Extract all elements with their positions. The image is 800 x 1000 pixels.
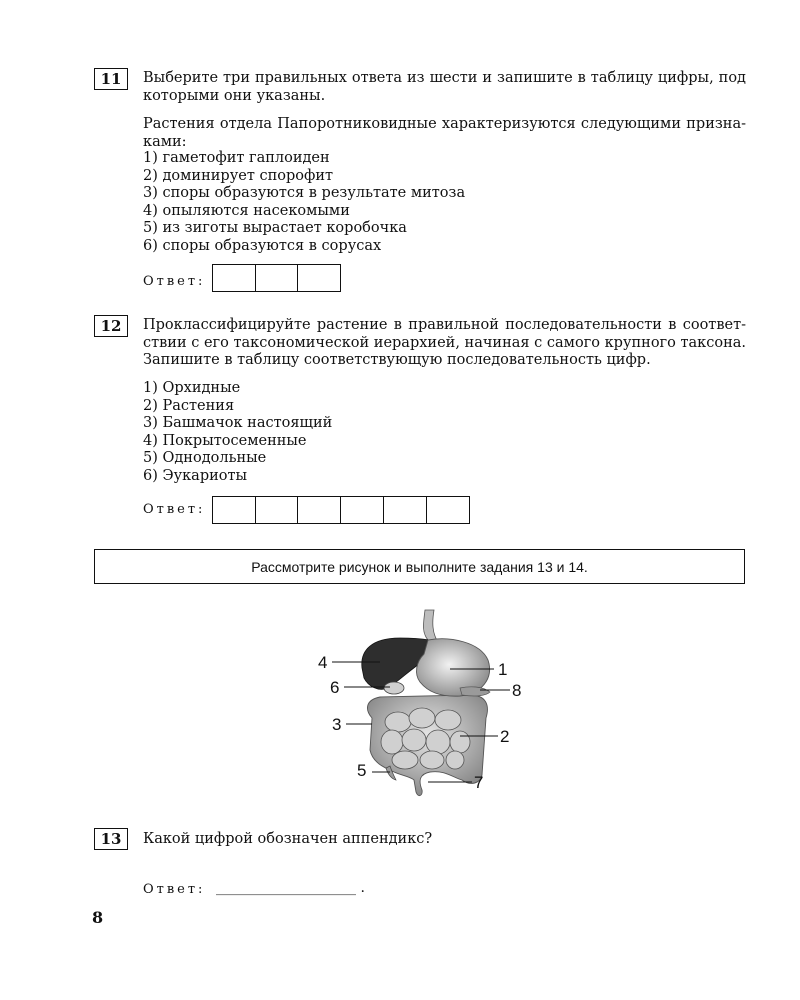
gallbladder-shape [384, 682, 404, 694]
task-11-instruction-line2: которыми они указаны. [143, 87, 326, 104]
diagram-label-1: 1 [498, 660, 508, 679]
figure-instruction-banner: Рассмотрите рисунок и выполните задания 13 и 14. [94, 549, 745, 584]
task-12-answer-cell-3[interactable] [297, 496, 341, 524]
task-11-option-4: 4) опыляются насекомыми [143, 202, 350, 219]
digestive-system-diagram [310, 600, 530, 805]
task-12-instruction [143, 317, 746, 370]
diagram-label-8: 8 [512, 681, 522, 700]
task-11-option-3: 3) споры образуются в результате митоза [143, 185, 466, 201]
diagram-label-3: 3 [332, 715, 342, 734]
task-13-answer-line[interactable] [216, 880, 365, 896]
task-12-answer-label: Ответ: [143, 502, 206, 517]
task-12-answer-cell-5[interactable] [383, 496, 427, 524]
diagram-label-5: 5 [357, 761, 367, 780]
task-12-line3: Запишите в таблицу соответствующую последовательность цифр. [143, 352, 651, 368]
task-11-option-5: 5) из зиготы вырастает коробочка [143, 220, 407, 236]
task-12-option-4: 4) Покрытосеменные [143, 432, 307, 449]
task-12-answer-cell-6[interactable] [426, 496, 470, 524]
task-11-answer-cell-3[interactable] [297, 264, 341, 292]
task-12-line2: ствии с его таксономической иерархией, начиная с самого крупного таксона. [143, 334, 746, 351]
task-12-answer-grid [213, 496, 470, 524]
diagram-label-6: 6 [330, 678, 340, 697]
task-11-options [143, 150, 465, 255]
esophagus-shape [423, 610, 438, 642]
task-11-instruction [143, 70, 746, 105]
diagram-label-7: 7 [474, 773, 484, 792]
task-11-stem-line1: Растения отдела Папоротниковидные характеризуются следующими призна- [143, 116, 746, 132]
small-intestine-shape [381, 708, 470, 769]
diagram-label-2: 2 [500, 727, 510, 746]
task-13-answer-end: . [360, 880, 365, 896]
task-11-answer-cell-2[interactable] [255, 264, 299, 292]
task-11-stem [143, 116, 746, 151]
task-11-option-2: 2) доминирует спорофит [143, 167, 334, 184]
task-12-number: 12 [94, 315, 128, 337]
task-13-answer-label: Ответ: [143, 882, 206, 897]
diagram-label-4: 4 [318, 653, 328, 672]
task-12-line1: Проклассифицируйте растение в правильной последовательности в соответ- [143, 317, 746, 333]
task-11-option-1: 1) гаметофит гаплоиден [143, 150, 330, 166]
task-12-answer-cell-4[interactable] [340, 496, 384, 524]
task-11-answer-label: Ответ: [143, 274, 206, 289]
task-11-number: 11 [94, 68, 128, 90]
task-13-number: 13 [94, 828, 128, 850]
task-11-answer-grid [213, 264, 341, 292]
task-12-option-2: 2) Растения [143, 397, 235, 414]
pancreas-shape [460, 687, 490, 696]
task-12-option-5: 5) Однодольные [143, 450, 267, 466]
task-12-option-6: 6) Эукариоты [143, 467, 248, 484]
task-11-option-6: 6) споры образуются в сорусах [143, 237, 382, 254]
task-12-option-3: 3) Башмачок настоящий [143, 415, 333, 431]
task-11-answer-cell-1[interactable] [212, 264, 256, 292]
task-12-answer-cell-1[interactable] [212, 496, 256, 524]
task-11-instruction-line1: Выберите три правильных ответа из шести и запишите в таблицу цифры, под [143, 70, 746, 86]
task-11-stem-line2: ками: [143, 133, 187, 150]
task-12-options [143, 380, 332, 485]
task-13-answer-blank[interactable]: ____________________ [216, 880, 356, 896]
task-13-question: Какой цифрой обозначен аппендикс? [143, 831, 433, 847]
page-number: 8 [92, 908, 104, 927]
task-12-answer-cell-2[interactable] [255, 496, 299, 524]
task-12-option-1: 1) Орхидные [143, 380, 241, 396]
